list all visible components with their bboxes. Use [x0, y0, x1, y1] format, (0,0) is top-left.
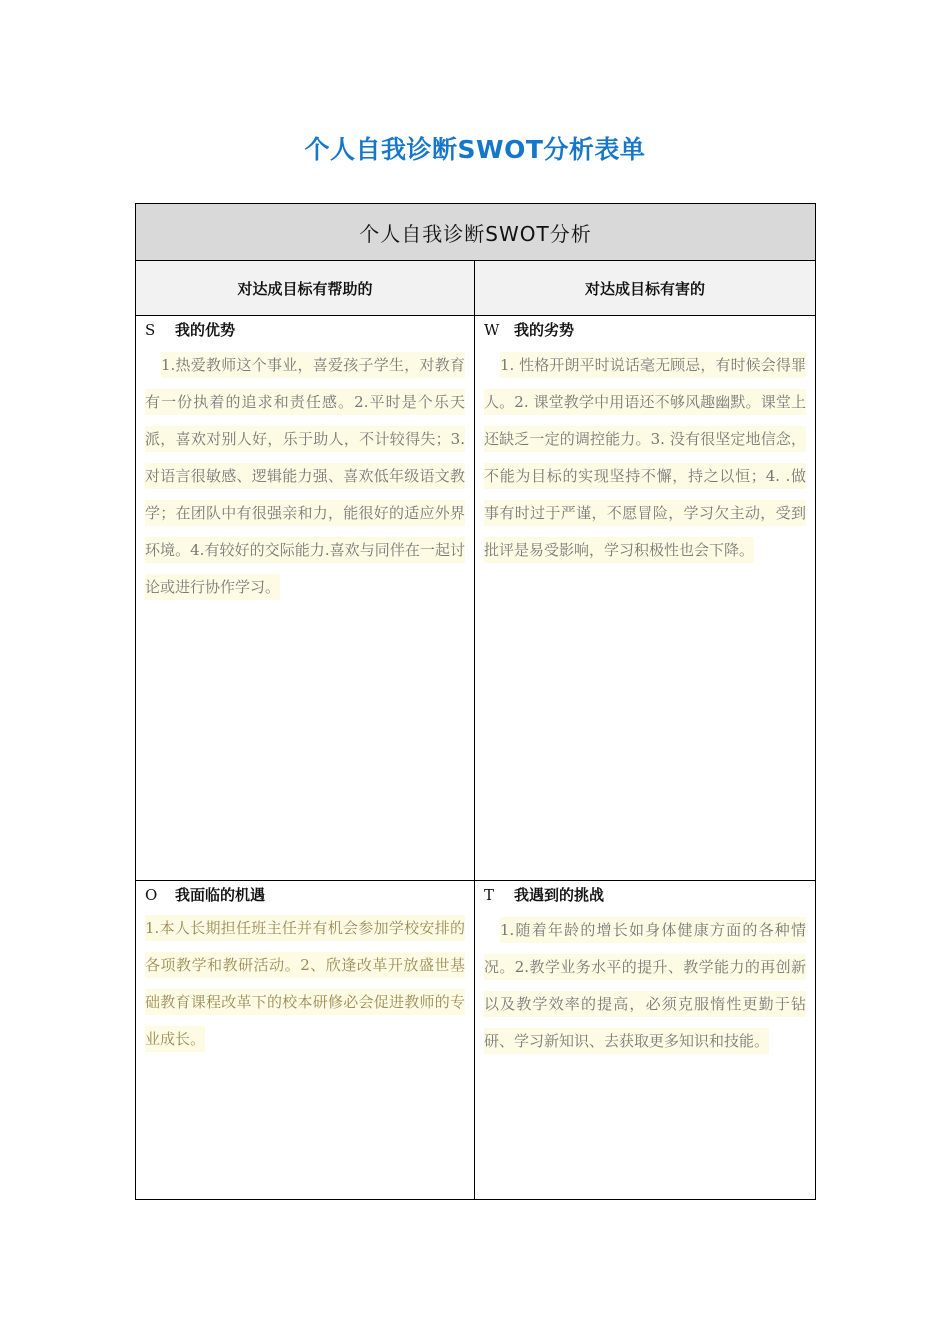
opportunities-title: 我面临的机遇: [175, 886, 266, 904]
strengths-heading: [145, 319, 465, 341]
threats-body-block: [484, 912, 806, 1060]
strengths-cell: [136, 316, 475, 881]
weaknesses-body: 1. 性格开朗平时说话毫无顾忌，有时候会得罪人。2. 课堂教学中用语还不够风趣幽默。课堂上还缺乏一定的调控能力。3. 没有很坚定地信念，不能为目标的实现坚持不懈，持之以恒；4. .做事有时过于严谨，不愿冒险，学习欠主动，受到批评是易受影响，学习积极性也会下降。: [484, 352, 806, 563]
opportunities-heading: [145, 884, 465, 906]
threats-heading: [484, 884, 806, 906]
column-header-harmful: 对达成目标有害的: [475, 261, 815, 316]
strengths-body: 1.热爱教师这个事业，喜爱孩子学生，对教育有一份执着的追求和责任感。2.平时是个乐天派，喜欢对别人好，乐于助人，不计较得失；3.对语言很敏感、逻辑能力强、喜欢低年级语文教学；在团队中有很强亲和力，能很好的适应外界环境。4.有较好的交际能力.喜欢与同伴在一起讨论或进行协作学习。: [145, 352, 465, 600]
column-header-helpful: 对达成目标有帮助的: [136, 261, 475, 316]
opportunities-cell: [136, 881, 475, 1199]
opportunities-body-block: [145, 910, 465, 1058]
strengths-body-block: [145, 347, 465, 606]
threats-body: 1.随着年龄的增长如身体健康方面的各种情况。2.教学业务水平的提升、教学能力的再创新以及教学效率的提高，必须克服惰性更勤于钻研、学习新知识、去获取更多知识和技能。: [484, 917, 806, 1054]
threats-cell: [475, 881, 815, 1199]
weaknesses-body-block: [484, 347, 806, 569]
swot-table: [135, 203, 816, 1200]
strengths-letter: S: [145, 321, 156, 339]
weaknesses-title: 我的劣势: [514, 321, 575, 339]
weaknesses-heading: [484, 319, 806, 341]
strengths-title: 我的优势: [175, 321, 236, 339]
threats-letter: T: [484, 886, 495, 904]
weaknesses-letter: W: [484, 321, 500, 339]
table-header: 个人自我诊断SWOT分析: [136, 204, 815, 261]
page-title: 个人自我诊断SWOT分析表单: [304, 135, 646, 164]
threats-title: 我遇到的挑战: [514, 886, 605, 904]
weaknesses-cell: [475, 316, 815, 881]
opportunities-letter: O: [145, 886, 158, 904]
opportunities-body: 1.本人长期担任班主任并有机会参加学校安排的各项教学和教研活动。2、欣逢改革开放盛世基础教育课程改革下的校本研修必会促进教师的专业成长。: [145, 915, 465, 1052]
